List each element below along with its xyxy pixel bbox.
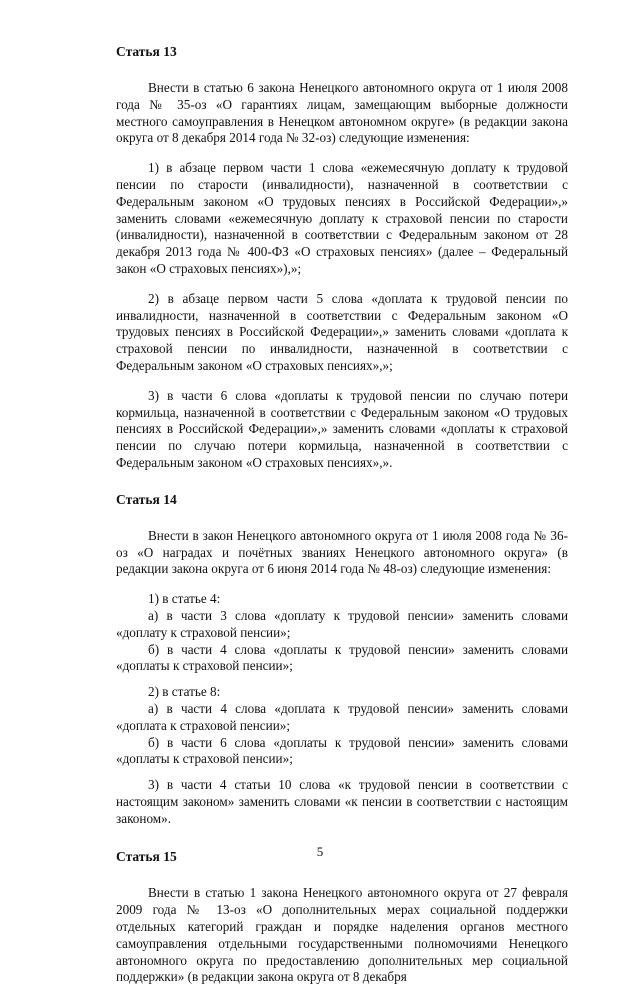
page-number: 5 xyxy=(316,844,324,859)
article-13-item-3: 3) в части 6 слова «доплаты к трудовой пенсии по случаю потери кормильца, назначенной в соответствии с Федеральным законом «О трудовых пенсиях в Российской Федерации»,» заменить словами «доплаты к страховой пенсии по случаю потери кормильца, назначенной в соответствии с Федеральным законом «О страховых пенсиях»,». xyxy=(116,387,568,470)
article-14-title: Статья 14 xyxy=(116,491,177,507)
article-14-intro: Внести в закон Ненецкого автономного округа от 1 июля 2008 года № 36-оз «О наградах и почётных званиях Ненецкого автономного округа» (в редакции закона округа от 6 июня 2014 года № 48-оз) следующие изменения: xyxy=(116,527,568,577)
article-14-group-2-a: а) в части 4 слова «доплата к трудовой пенсии» заменить словами «доплата к страховой пенсии»; xyxy=(116,700,568,733)
article-15-intro: Внести в статью 1 закона Ненецкого автономного округа от 27 февраля 2009 года № 13-оз «О дополнительных мерах социальной поддержки отдельных категорий граждан и порядке наделения органов местного самоуправления отдельными государственными полномочиями Ненецкого автономного округа по предоставлению дополнительных мер социальной поддержки» (в редакции закона округа от 8 декабря xyxy=(116,885,568,985)
article-13-title: Статья 13 xyxy=(116,44,177,59)
article-15-title: Статья 15 xyxy=(116,849,177,865)
article-13-intro: Внести в статью 6 закона Ненецкого автономного округа от 1 июля 2008 года № 35-оз «О гарантиях лицам, замещающим выборные должности местного самоуправления в Ненецком автономном округе» (в редакции закона округа от 8 декабря 2014 года № 32-оз) следующие изменения: xyxy=(116,80,568,146)
article-14-group-2-b: б) в части 6 слова «доплаты к трудовой пенсии» заменить словами «доплаты к страховой пенсии»; xyxy=(116,734,568,767)
article-13-item-1: 1) в абзаце первом части 1 слова «ежемесячную доплату к трудовой пенсии по старости (инвалидности), назначенной в соответствии с Федеральным законом «О трудовых пенсиях в Российской Федерации»,» заменить словами «ежемесячную доплату к страховой пенсии по старости (инвалидности), назначенной в соответствии с Федеральным законом от 28 декабря 2013 года № 400-ФЗ «О страховых пенсиях» (далее – Федеральный закон «О страховых пенсиях»),»; xyxy=(116,160,568,276)
article-14-group-2-head: 2) в статье 8: xyxy=(148,684,221,700)
article-14-item-3: 3) в части 4 статьи 10 слова «к трудовой пенсии в соответствии с настоящим законом» заменить словами «к пенсии в соответствии с настоящим законом». xyxy=(116,777,568,826)
article-14-group-1-b: б) в части 4 слова «доплаты к трудовой пенсии» заменить словами «доплаты к страховой пенсии»; xyxy=(116,641,568,674)
article-14-group-1-a: а) в части 3 слова «доплату к трудовой пенсии» заменить словами «доплату к страховой пенсии»; xyxy=(116,607,568,640)
article-14-group-1-head: 1) в статье 4: xyxy=(148,591,221,607)
article-13-item-2: 2) в абзаце первом части 5 слова «доплата к трудовой пенсии по инвалидности, назначенной в соответствии с Федеральным законом «О трудовых пенсиях в Российской Федерации»,» заменить словами «доплата к страховой пенсии по инвалидности, назначенной в соответствии с Федеральным законом «О страховых пенсиях»,»; xyxy=(116,290,568,373)
